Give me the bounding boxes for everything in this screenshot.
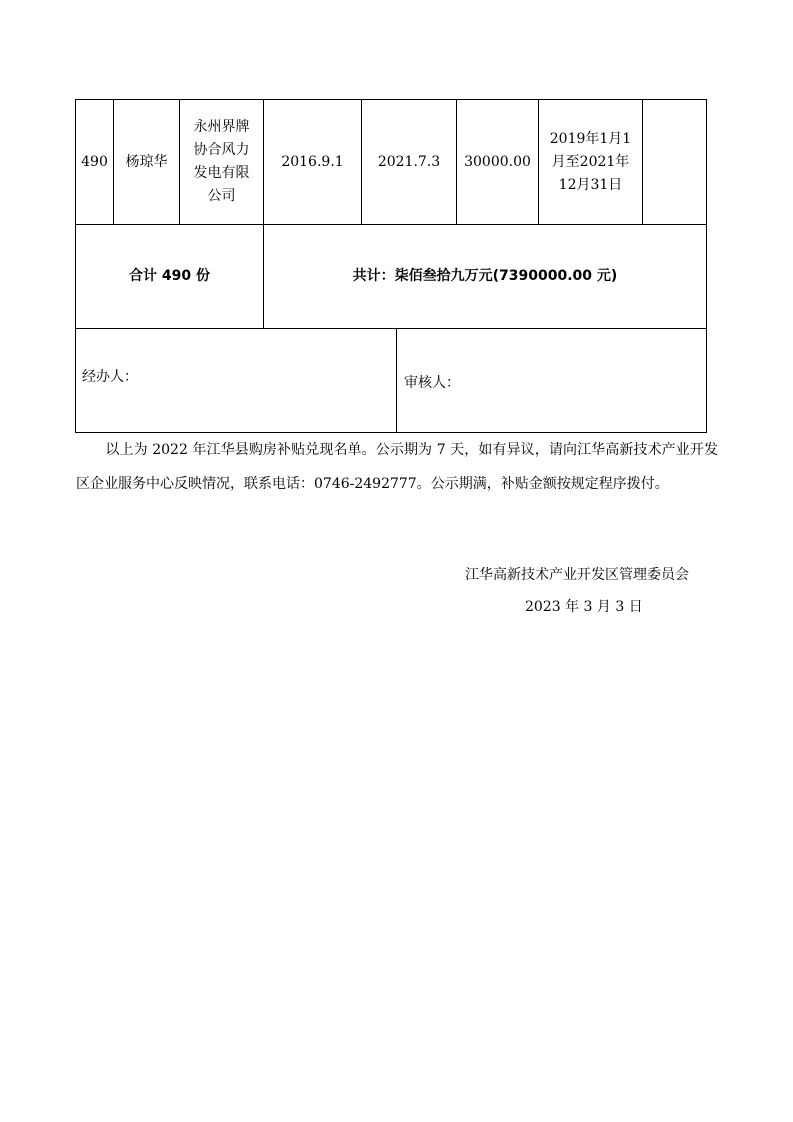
row-remark [643,100,706,224]
issuing-organization: 江华高新技术产业开发区管理委员会 [465,567,689,583]
notice-paragraph: 以上为 2022 年江华县购房补贴兑现名单。公示期为 7 天，如有异议，请向江华高新技术产业开发区企业服务中心反映情况，联系电话：0746-2492777。公示期满，补贴金额按规定程序拨付。 [76,442,718,492]
row-amount: 30000.00 [464,153,531,170]
row-name: 杨琼华 [125,153,168,170]
table-border-right [706,99,707,432]
row-period-line: 2019年1月1 [549,130,632,147]
row-company-line: 协合风力 [193,142,250,158]
row-company-line: 发电有限 [193,165,250,181]
row-period [539,100,642,224]
row-date-start: 2016.9.1 [281,153,344,170]
handler-label: 经办人： [82,369,138,385]
table-divider-total [75,328,707,329]
table-col-line [396,328,397,432]
row-date-end: 2021.7.3 [377,153,441,170]
total-count: 合计 490 份 [129,268,210,284]
row-index: 490 [81,153,108,170]
reviewer-label: 审核人： [404,375,460,391]
row-period-line: 月至2021年 [551,153,630,170]
row-period-line: 12月31日 [558,176,623,193]
row-company-line: 永州界牌 [193,119,250,135]
row-company-line: 公司 [207,188,236,204]
issue-date: 2023 年 3 月 3 日 [525,599,643,615]
total-amount: 共计：柒佰叁拾九万元(7390000.00 元) [352,268,618,284]
row-company [180,100,263,224]
